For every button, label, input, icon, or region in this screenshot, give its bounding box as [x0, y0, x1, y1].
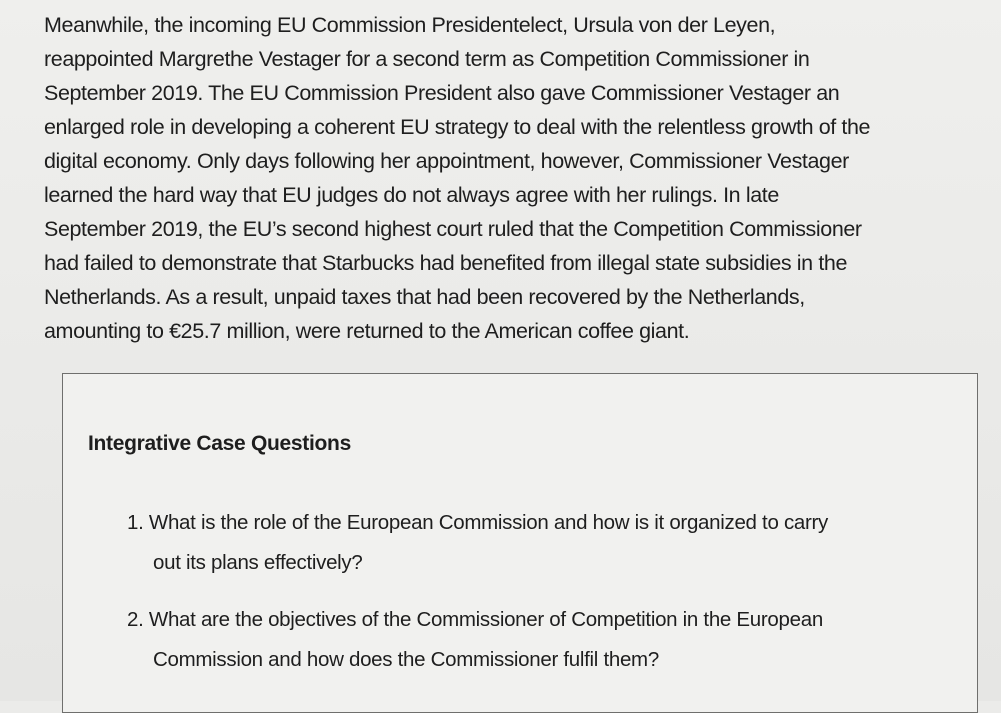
question-text: What are the objectives of the Commissioner of Competition in the European [148, 608, 823, 631]
paragraph-line: September 2019. The EU Commission President also gave Commissioner Vestager an [44, 81, 840, 105]
paragraph-line: learned the hard way that EU judges do not always agree with her rulings. In late [44, 183, 779, 207]
paragraph-line: Netherlands. As a result, unpaid taxes that had been recovered by the Netherlands, [44, 285, 805, 309]
paragraph-line: had failed to demonstrate that Starbucks had benefited from illegal state subsidies in the [44, 251, 848, 275]
paragraph-line: reappointed Margrethe Vestager for a second term as Competition Commissioner in [44, 47, 810, 71]
question-first-line [127, 600, 823, 640]
question-text-continued: out its plans effectively? [153, 551, 363, 574]
question-item [127, 600, 823, 680]
paragraph-line: Meanwhile, the incoming EU Commission Presidentelect, Ursula von der Leyen, [44, 13, 776, 37]
question-number: 1. [127, 511, 144, 534]
paragraph-line: amounting to €25.7 million, were returned to the American coffee giant. [44, 319, 690, 343]
question-text-continued: Commission and how does the Commissioner fulfil them? [153, 648, 659, 671]
question-item [127, 503, 828, 583]
case-questions-box [62, 373, 978, 713]
question-first-line [127, 503, 828, 543]
body-paragraph [44, 8, 984, 348]
paragraph-line: enlarged role in developing a coherent EU strategy to deal with the relentless growth of the [44, 115, 871, 139]
case-questions-title: Integrative Case Questions [88, 432, 351, 455]
question-text: What is the role of the European Commission and how is it organized to carry [148, 511, 829, 534]
question-number: 2. [127, 608, 144, 631]
paragraph-line: September 2019, the EU’s second highest court ruled that the Competition Commissioner [44, 217, 862, 241]
paragraph-line: digital economy. Only days following her appointment, however, Commissioner Vestager [44, 149, 849, 173]
